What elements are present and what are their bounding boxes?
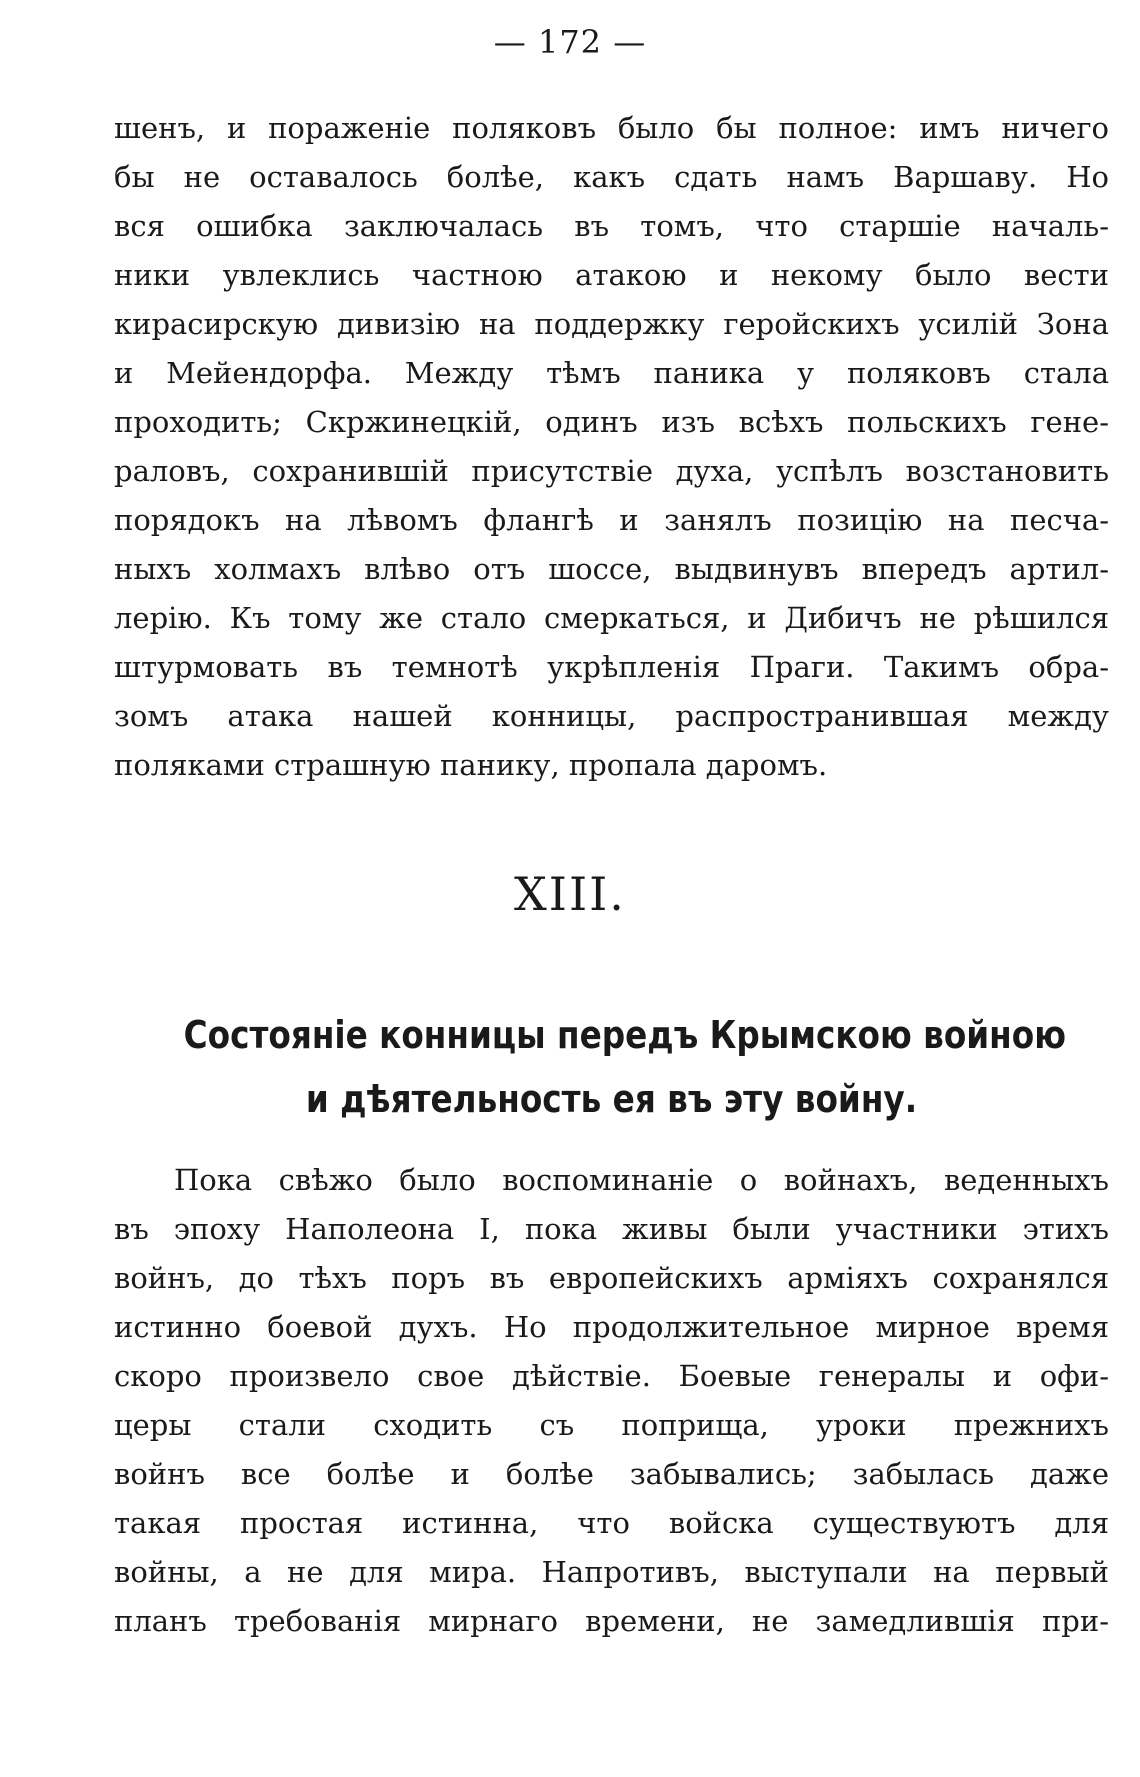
text-line: войны, а не для мира. Напротивъ, выступали на первый: [114, 1555, 1109, 1589]
text-line: вся ошибка заключалась въ томъ, что старшіе началь-: [114, 209, 1109, 243]
text-line: раловъ, сохранившій присутствіе духа, успѣлъ возстановить: [114, 454, 1109, 488]
paragraph-chapter-start: [114, 1156, 1109, 1646]
text-line: ники увлеклись частною атакою и некому было вести: [114, 258, 1109, 292]
text-line: церы стали сходить съ поприща, уроки прежнихъ: [114, 1408, 1109, 1442]
chapter-title-line-1: Состояніе конницы передъ Крымскою войною: [183, 1013, 1066, 1057]
text-line: поляками страшную панику, пропала даромъ.: [114, 748, 828, 782]
text-line: планъ требованія мирнаго времени, не замедлившія при-: [114, 1604, 1109, 1638]
text-line: бы не оставалось болѣе, какъ сдать намъ Варшаву. Но: [114, 160, 1109, 194]
text-line: и Мейендорфа. Между тѣмъ паника у поляковъ стала: [114, 356, 1109, 390]
paragraph-continued: [114, 104, 1109, 790]
page-number: — 172 —: [493, 23, 647, 61]
text-line: кирасирскую дивизію на поддержку геройскихъ усилій Зона: [114, 307, 1109, 341]
text-line: войнъ, до тѣхъ поръ въ европейскихъ арміяхъ сохранялся: [114, 1261, 1109, 1295]
text-line: зомъ атака нашей конницы, распространившая между: [114, 699, 1109, 733]
text-line: войнъ все болѣе и болѣе забывались; забылась даже: [114, 1457, 1109, 1491]
chapter-number: XIII.: [514, 867, 626, 921]
text-line: въ эпоху Наполеона I, пока живы были участники этихъ: [114, 1212, 1109, 1246]
text-line: проходить; Скржинецкій, одинъ изъ всѣхъ польскихъ гене-: [114, 405, 1109, 439]
text-line: истинно боевой духъ. Но продолжительное мирное время: [114, 1310, 1109, 1344]
text-line: шенъ, и пораженіе поляковъ было бы полное: имъ ничего: [114, 111, 1109, 145]
text-line: скоро произвело свое дѣйствіе. Боевые генералы и офи-: [114, 1359, 1109, 1393]
text-line: такая простая истинна, что войска существуютъ для: [114, 1506, 1109, 1540]
text-line: ныхъ холмахъ влѣво отъ шоссе, выдвинувъ впередъ артил-: [114, 552, 1109, 586]
text-line: штурмовать въ темнотѣ укрѣпленія Праги. Такимъ обра-: [114, 650, 1109, 684]
chapter-title-line-2: и дѣятельность ея въ эту войну.: [305, 1077, 918, 1121]
text-line: Пока свѣжо было воспоминаніе о войнахъ, веденныхъ: [174, 1163, 1109, 1197]
text-line: порядокъ на лѣвомъ флангѣ и занялъ позицію на песча-: [114, 503, 1109, 537]
text-line: лерію. Къ тому же стало смеркаться, и Дибичъ не рѣшился: [114, 601, 1109, 635]
